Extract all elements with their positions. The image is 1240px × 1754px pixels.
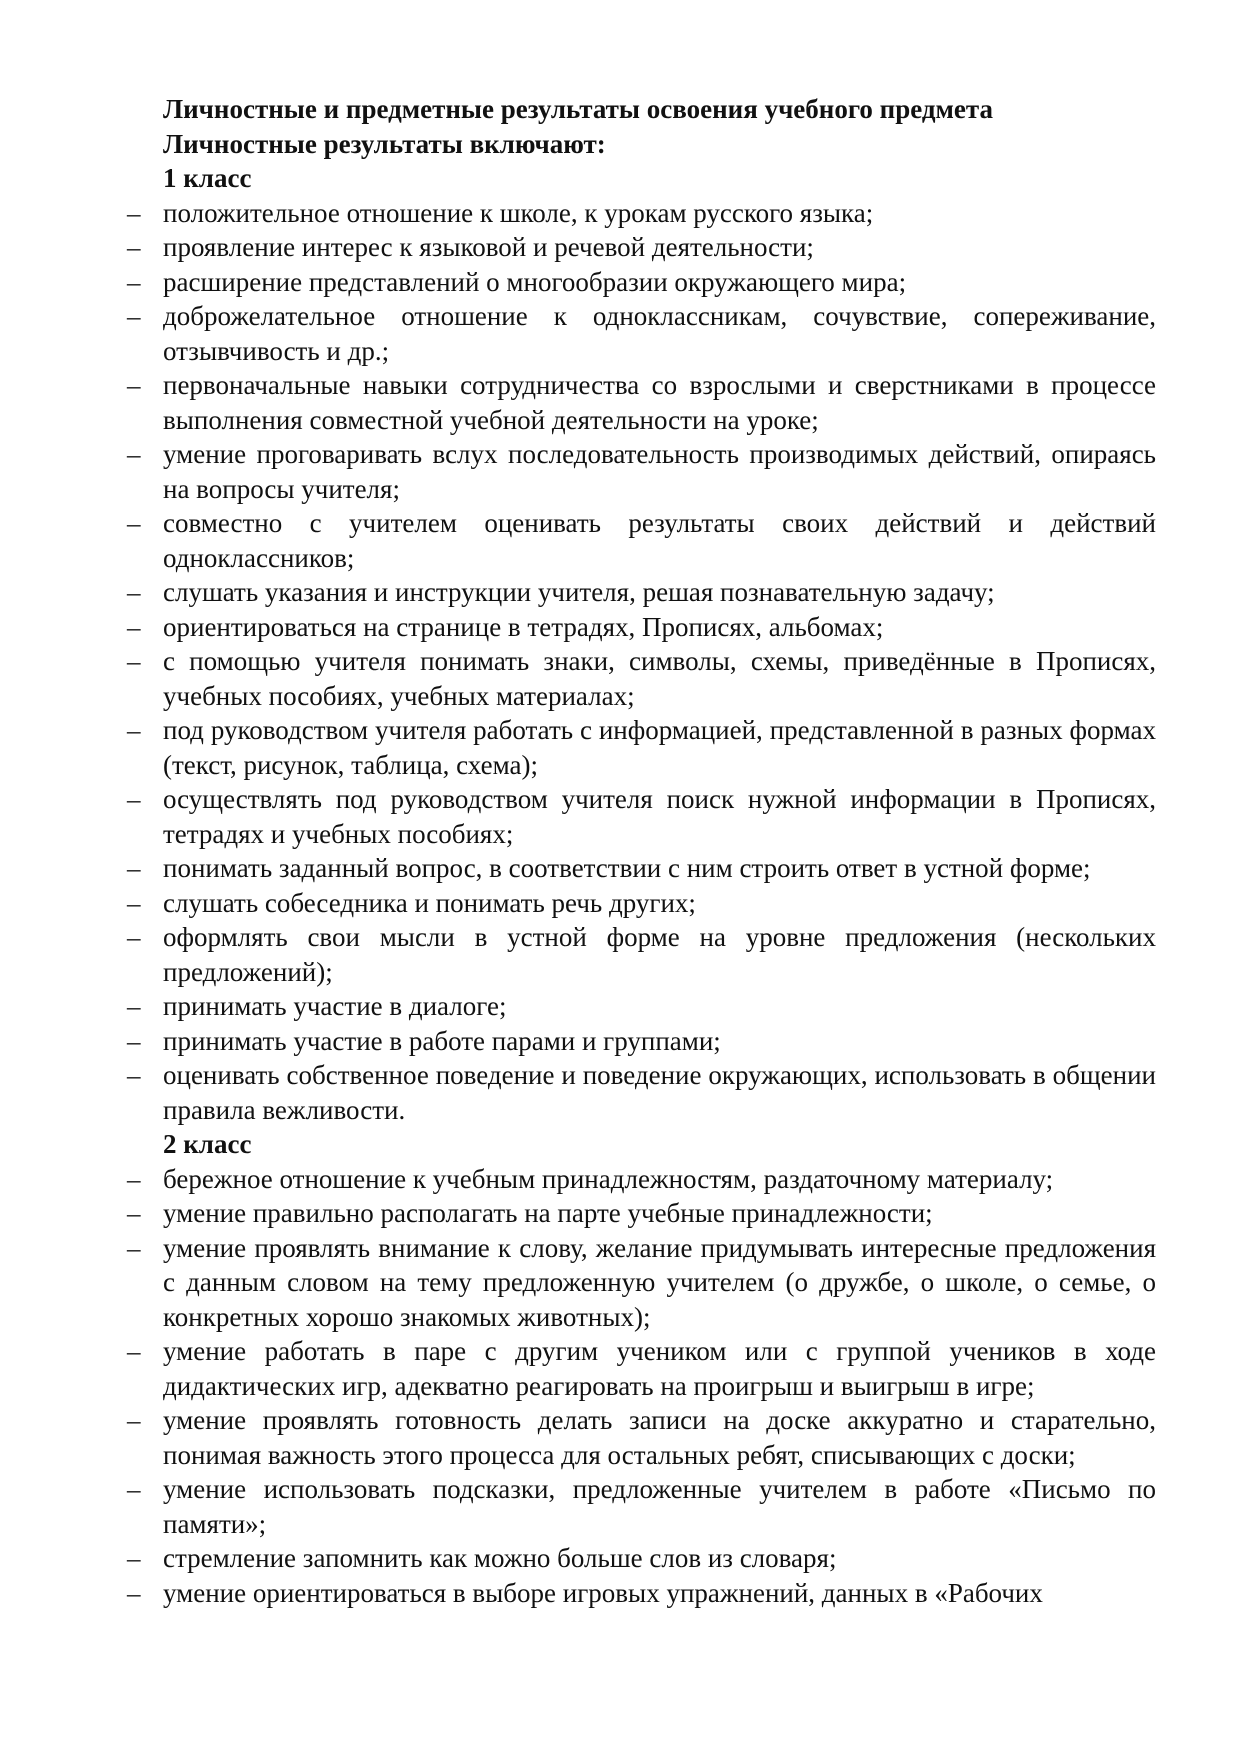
list-item-text: осуществлять под руководством учителя поиск нужной информации в Прописях, тетрадях и учебных пособиях;	[163, 784, 1156, 849]
list-item	[127, 610, 1156, 645]
list-item	[127, 782, 1156, 851]
dash-bullet: –	[127, 1474, 141, 1504]
list-item	[127, 713, 1156, 782]
dash-bullet: –	[127, 784, 141, 814]
dash-bullet: –	[127, 1025, 141, 1056]
list-item-text: умение правильно располагать на парте учебные принадлежности;	[163, 1198, 933, 1228]
dash-bullet: –	[127, 1163, 141, 1194]
dash-bullet: –	[127, 646, 141, 676]
list-item	[127, 1472, 1156, 1541]
document-body	[127, 92, 1156, 1610]
dash-bullet: –	[127, 922, 141, 952]
list-item	[127, 575, 1156, 610]
dash-bullet: –	[127, 1198, 141, 1228]
dash-bullet: –	[127, 611, 141, 642]
list-item	[127, 230, 1156, 265]
section-heading-grade-1: 1 класс	[163, 163, 252, 193]
list-item	[127, 920, 1156, 989]
list-item	[127, 886, 1156, 921]
document-subtitle: Личностные результаты включают:	[163, 128, 606, 159]
list-item	[127, 989, 1156, 1024]
list-item	[127, 1058, 1156, 1127]
list-item	[127, 1024, 1156, 1059]
list-item-text: принимать участие в диалоге;	[163, 991, 507, 1021]
list-item	[127, 368, 1156, 437]
dash-bullet: –	[127, 1405, 141, 1435]
list-item	[127, 1541, 1156, 1576]
list-item-text: оформлять свои мысли в устной форме на уровне предложения (нескольких предложений);	[163, 922, 1156, 987]
dash-bullet: –	[127, 577, 141, 607]
dash-bullet: –	[127, 1336, 141, 1366]
list-item-text: стремление запомнить как можно больше слов из словаря;	[163, 1543, 837, 1573]
dash-bullet: –	[127, 232, 141, 262]
dash-bullet: –	[127, 301, 141, 331]
bullet-list-grade-2	[127, 1162, 1156, 1611]
dash-bullet: –	[127, 1060, 141, 1090]
document-title: Личностные и предметные результаты освоения учебного предмета	[163, 94, 994, 124]
dash-bullet: –	[127, 1543, 141, 1573]
list-item-text: первоначальные навыки сотрудничества со взрослыми и сверстниками в процессе выполнения совместной учебной деятельности на уроке;	[163, 370, 1156, 435]
dash-bullet: –	[127, 1232, 141, 1263]
list-item-text: умение использовать подсказки, предложенные учителем в работе «Письмо по памяти»;	[163, 1474, 1156, 1539]
list-item	[127, 1576, 1156, 1611]
dash-bullet: –	[127, 508, 141, 538]
list-item-text: оценивать собственное поведение и поведение окружающих, использовать в общении правила вежливости.	[163, 1060, 1156, 1125]
list-item-text: проявление интерес к языковой и речевой деятельности;	[163, 232, 814, 262]
dash-bullet: –	[127, 439, 141, 469]
list-item	[127, 196, 1156, 231]
list-item-text: с помощью учителя понимать знаки, символы, схемы, приведённые в Прописях, учебных пособиях, учебных материалах;	[163, 646, 1156, 711]
dash-bullet: –	[127, 991, 141, 1021]
dash-bullet: –	[127, 887, 141, 918]
list-item-text: умение проявлять готовность делать записи на доске аккуратно и старательно, понимая важность этого процесса для остальных ребят, списывающих с доски;	[163, 1405, 1156, 1470]
dash-bullet: –	[127, 370, 141, 400]
section-heading-grade-2: 2 класс	[163, 1129, 252, 1159]
list-item	[127, 506, 1156, 575]
list-item-text: положительное отношение к школе, к урокам русского языка;	[163, 197, 874, 228]
list-item-text: совместно с учителем оценивать результаты своих действий и действий одноклассников;	[163, 508, 1156, 573]
list-item	[127, 265, 1156, 300]
list-item-text: принимать участие в работе парами и группами;	[163, 1025, 721, 1056]
list-item-text: умение проявлять внимание к слову, желание придумывать интересные предложения с данным словом на тему предложенную учителем (о дружбе, о школе, о семье, о конкретных хорошо знакомых животных);	[163, 1232, 1156, 1332]
list-item-text: слушать указания и инструкции учителя, решая познавательную задачу;	[163, 577, 995, 607]
list-item-text: под руководством учителя работать с информацией, представленной в разных формах (текст, рисунок, таблица, схема);	[163, 715, 1156, 780]
list-item-text: умение проговаривать вслух последовательность производимых действий, опираясь на вопросы учителя;	[163, 439, 1156, 504]
list-item	[127, 1231, 1156, 1335]
list-item-text: расширение представлений о многообразии окружающего мира;	[163, 266, 907, 297]
dash-bullet: –	[127, 1577, 141, 1608]
list-item	[127, 644, 1156, 713]
list-item-text: ориентироваться на странице в тетрадях, Прописях, альбомах;	[163, 611, 884, 642]
list-item	[127, 1403, 1156, 1472]
dash-bullet: –	[127, 197, 141, 228]
dash-bullet: –	[127, 266, 141, 297]
bullet-list-grade-1	[127, 196, 1156, 1128]
list-item-text: умение ориентироваться в выборе игровых упражнений, данных в «Рабочих	[163, 1577, 1043, 1608]
list-item	[127, 1334, 1156, 1403]
list-item-text: понимать заданный вопрос, в соответствии с ним строить ответ в устной форме;	[163, 853, 1091, 883]
list-item	[127, 851, 1156, 886]
list-item-text: слушать собеседника и понимать речь других;	[163, 887, 696, 918]
list-item-text: доброжелательное отношение к одноклассникам, сочувствие, сопереживание, отзывчивость и др.;	[163, 301, 1156, 366]
list-item	[127, 437, 1156, 506]
list-item-text: бережное отношение к учебным принадлежностям, раздаточному материалу;	[163, 1163, 1054, 1194]
list-item-text: умение работать в паре с другим учеником или с группой учеников в ходе дидактических игр, адекватно реагировать на проигрыш и выигрыш в игре;	[163, 1336, 1156, 1401]
list-item	[127, 299, 1156, 368]
dash-bullet: –	[127, 715, 141, 745]
list-item	[127, 1162, 1156, 1197]
list-item	[127, 1196, 1156, 1231]
dash-bullet: –	[127, 853, 141, 883]
